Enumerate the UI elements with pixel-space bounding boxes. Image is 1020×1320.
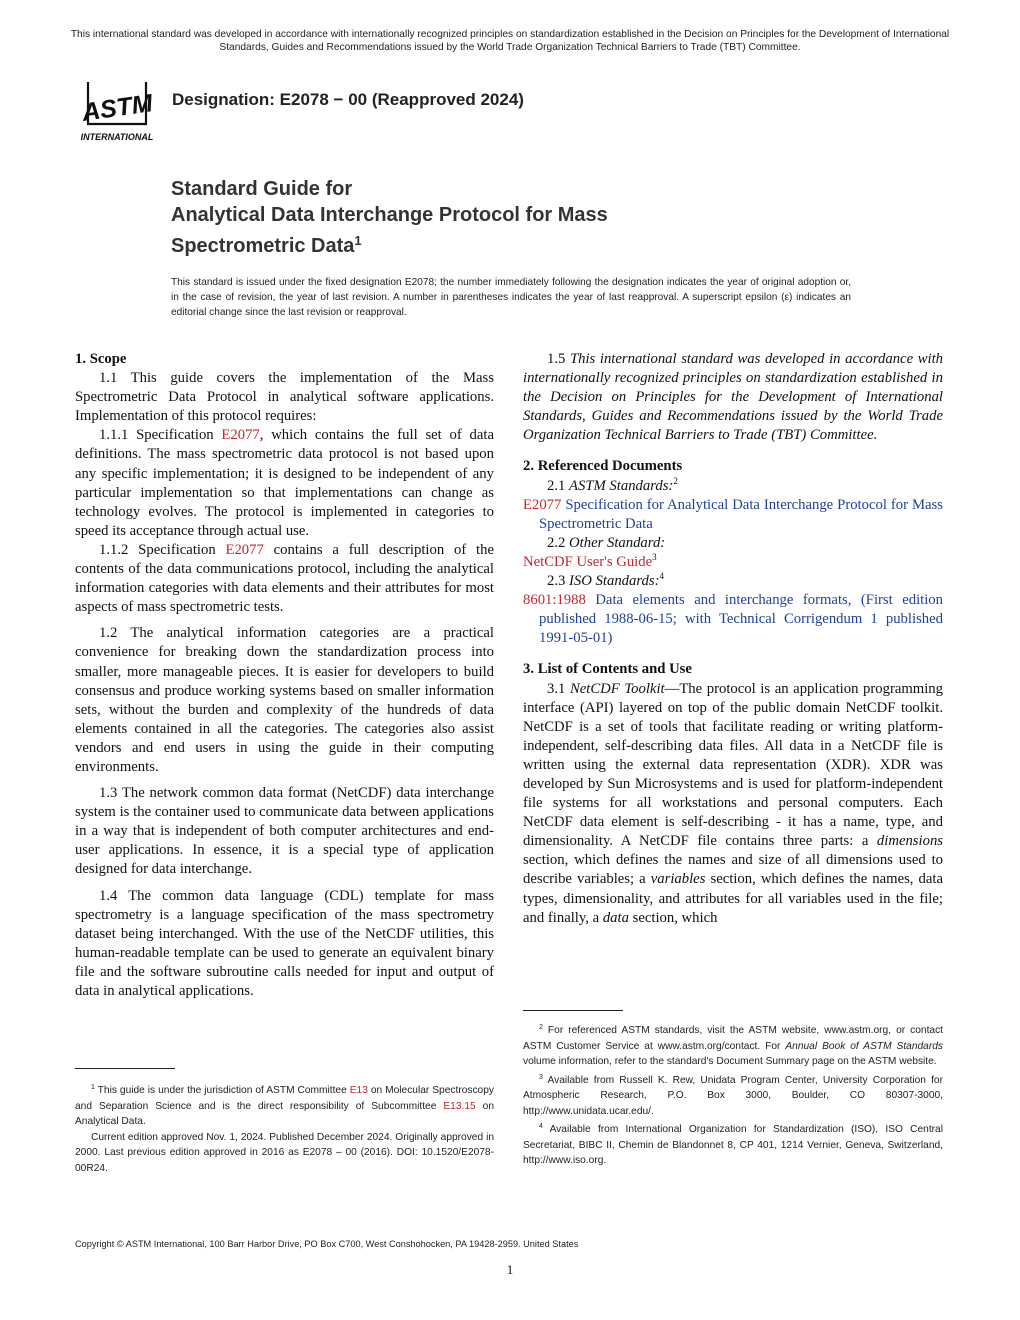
para-3-1-num: 3.1	[547, 680, 570, 697]
title-line-3-text: Spectrometric Data	[171, 235, 355, 257]
logo-letters: ASTM	[80, 89, 155, 127]
section-3-heading: 3. List of Contents and Use	[523, 661, 692, 678]
para-2-3	[523, 572, 943, 591]
para-2-3-text: ISO Standards:	[569, 573, 660, 590]
para-3-1-data: data	[602, 909, 629, 926]
para-3-1-text-a: —The protocol is an application programming interface (API) layered on top of the public domain NetCDF toolkit. NetCDF is a set of tools that facilitate reading or writing platform-independent, self-describing data files. All data in a NetCDF file is written using the external data representation (XDR). XDR was developed by Sun Microsystems and is used for platform-independent file systems for all workstations and personal computers. Each NetCDF data element is self-describing - it has a name, type, and dimensionality. A NetCDF file contains three parts: a	[523, 680, 943, 850]
para-2-3-num: 2.3	[547, 573, 570, 590]
footnote-4-text: Available from International Organization for Standardization (ISO), ISO Central Secretariat, BIBC II, Chemin de Blandonnet 8, CP 401, 1214 Vernier, Geneva, Switzerland, http://www.iso.org.	[523, 1124, 943, 1166]
footnote-rule-left	[75, 1068, 175, 1069]
designation: Designation: E2078 − 00 (Reapproved 2024)	[172, 90, 524, 109]
para-2-2-num: 2.2	[547, 534, 570, 551]
para-1-2: 1.2 The analytical information categories are a practical convenience for breaking down the standardization process into smaller, more manageable pieces. It is easier for developers to build consensus and produce working systems based on smaller information sets, without the burden and complexity of the hundreds of data elements contained in all the categories. The categories also assist vendors and end users in using the guide in their computing environments.	[75, 625, 494, 775]
footnote-4	[523, 1119, 943, 1169]
footnote-1-mid: on Molecular Spectroscopy and Separation Science and is the direct responsibility of Subcommittee	[75, 1085, 494, 1112]
footnote-2	[523, 1020, 943, 1070]
para-2-2-text: Other Standard:	[569, 534, 666, 551]
footnote-mark-2: 2	[673, 475, 678, 486]
para-3-1	[523, 680, 943, 928]
footnote-mark-3: 3	[652, 551, 657, 562]
para-1-5-num: 1.5	[547, 351, 570, 367]
para-3-1-dimensions: dimensions	[876, 833, 943, 850]
ref-entry-e2077[interactable]	[523, 496, 943, 534]
issuance-statement: This standard is issued under the fixed designation E2078; the number immediately following the designation indicates the year of original adoption or, in the case of revision, the year of last revision. A number in parentheses indicates the year of last reapproval. A superscript epsilon (ε) indicates an editorial change since the last revision or reapproval.	[171, 277, 851, 318]
footnote-2-tail: volume information, refer to the standard's Document Summary page on the ASTM website.	[523, 1056, 937, 1067]
para-1-1-2	[75, 541, 494, 617]
para-3-1-text-c: section, which defines the names, data types, dimensionality, and attributes for all variables used in the file; and finally, a	[523, 871, 943, 926]
ref-code-iso-8601[interactable]: 8601:1988	[523, 592, 586, 609]
footnote-3-text: Available from Russell K. Rew, Unidata Program Center, University Corporation for Atmospheric Research, P.O. Box 3000, Boulder, CO 80307-3000, http://www.unidata.ucar.edu/.	[523, 1074, 943, 1117]
para-1-1-2-lead: 1.1.2 Specification	[99, 541, 226, 558]
para-3-1-text-b: section, which defines the names and size of all dimensions used to describe variables; a	[523, 852, 943, 888]
para-2-1-num: 2.1	[547, 477, 570, 494]
title-line-3	[171, 228, 811, 259]
para-2-1	[523, 477, 943, 496]
title-line-1: Standard Guide for	[171, 178, 353, 200]
logo-org: INTERNATIONAL	[80, 132, 154, 142]
left-column	[75, 350, 494, 1001]
ref-link-e2077[interactable]: E2077	[221, 427, 260, 444]
ref-entry-iso-8601[interactable]	[523, 591, 943, 648]
document-title	[171, 176, 811, 259]
top-notice: This international standard was developed in accordance with internationally recognized principles on standardization established in the Decision on Principles for the Development of International Standards, Guides and Recommendations issued by the World Trade Organization Technical Barriers to Trade (TBT) Committee.	[70, 29, 950, 53]
ref-link-e2077[interactable]: E2077	[225, 541, 264, 558]
para-1-4: 1.4 The common data language (CDL) template for mass spectrometry is a language specification of the mass spectrometry dataset being interchanged. With the use of the NetCDF utilities, this human-readable template can be used to generate an equivalent binary file and the software subroutine calls needed for input and output of data in analytical applications.	[75, 887, 494, 999]
footnote-mark-4: 4	[659, 571, 664, 582]
footnote-4-mark: 4	[539, 1123, 543, 1130]
footnote-3	[523, 1070, 943, 1120]
footnote-rule-right	[523, 1010, 623, 1011]
footnote-1-lead: This guide is under the jurisdiction of ASTM Committee	[94, 1085, 350, 1096]
footnote-2-book: Annual Book of ASTM Standards	[785, 1040, 943, 1052]
footnote-3-mark: 3	[539, 1073, 543, 1081]
title-line-2: Analytical Data Interchange Protocol for Mass	[171, 204, 608, 226]
para-3-1-text-d: section, which	[628, 909, 718, 926]
para-3-1-variables: variables	[650, 871, 706, 888]
footnote-1-mark: 1	[91, 1084, 95, 1091]
copyright: Copyright © ASTM International, 100 Barr Harbor Drive, PO Box C700, West Conshohocken, PA 19428-2959. United States	[75, 1239, 579, 1249]
para-1-1-1-text: , which contains the full set of data definitions. The mass spectrometric data protocol is not based upon any specific implementation; it is designed to be independent of any particular implementation so that implementations can change as technology evolves. The protocol is implemented in categories to speed its acceptance through actual use.	[75, 427, 494, 539]
para-1-1: 1.1 This guide covers the implementation of the Mass Spectrometric Data Protocol in analytical software applications. Implementation of this protocol requires:	[75, 370, 494, 425]
para-1-5	[523, 350, 943, 445]
para-1-1-1	[75, 426, 494, 541]
para-2-2	[523, 534, 943, 553]
footnote-2-mark: 2	[539, 1024, 543, 1031]
footnote-1-tail: on Analytical Data.	[75, 1100, 494, 1127]
title-footnote-mark: 1	[354, 233, 362, 248]
page-number: 1	[506, 1262, 514, 1277]
ref-title-iso-8601[interactable]: Data elements and interchange formats, (First edition published 1988-06-15; with Technical Corrigendum 1 published 1991-05-01)	[539, 592, 943, 647]
ref-entry-netcdf[interactable]	[523, 553, 943, 572]
section-2-heading: 2. Referenced Documents	[523, 458, 683, 475]
ref-title-e2077[interactable]: Specification for Analytical Data Interchange Protocol for Mass Spectrometric Data	[539, 496, 943, 532]
para-1-3: 1.3 The network common data format (NetCDF) data interchange system is the container used to communicate data between applications in a way that is independent of both computer architectures and end-user applications. In essence, it is a special type of application designed for data interchange.	[75, 785, 494, 878]
para-2-1-text: ASTM Standards:	[569, 477, 674, 494]
ref-code-e2077[interactable]: E2077	[523, 496, 562, 513]
astm-logo	[74, 76, 160, 144]
footnotes-right	[523, 1020, 943, 1169]
right-column	[523, 350, 943, 928]
para-1-1-2-text: contains a full description of the contents of the data communications protocol, including the analytical information categories with data elements and their attributes for most aspects of mass spectrometric tests.	[75, 541, 494, 616]
ref-link-e13-15[interactable]: E13.15	[443, 1100, 476, 1112]
ref-link-e13[interactable]: E13	[349, 1085, 368, 1096]
para-3-1-term: NetCDF Toolkit	[569, 680, 665, 697]
ref-netcdf-guide[interactable]: NetCDF User's Guide	[523, 553, 653, 570]
section-1-heading: 1. Scope	[75, 351, 127, 367]
para-1-1-1-lead: 1.1.1 Specification	[99, 427, 222, 444]
para-1-5-text: This international standard was developed in accordance with internationally recognized principles on standardization established in the Decision on Principles for the Development of International Standards, Guides and Recommendations issued by the World Trade Organization Technical Barriers to Trade (TBT) Committee.	[523, 351, 943, 444]
footnote-1-edition: Current edition approved Nov. 1, 2024. Published December 2024. Originally approved in 2000. Last previous edition approved in 2016 as E2078 – 00 (2016). DOI: 10.1520/E2078-00R24.	[75, 1131, 494, 1174]
footnote-1	[75, 1080, 494, 1176]
footnote-2-lead: For referenced ASTM standards, visit the ASTM website, www.astm.org, or contact ASTM Customer Service at www.astm.org/contact. For	[523, 1025, 943, 1052]
footnote-1-text	[75, 1080, 494, 1130]
